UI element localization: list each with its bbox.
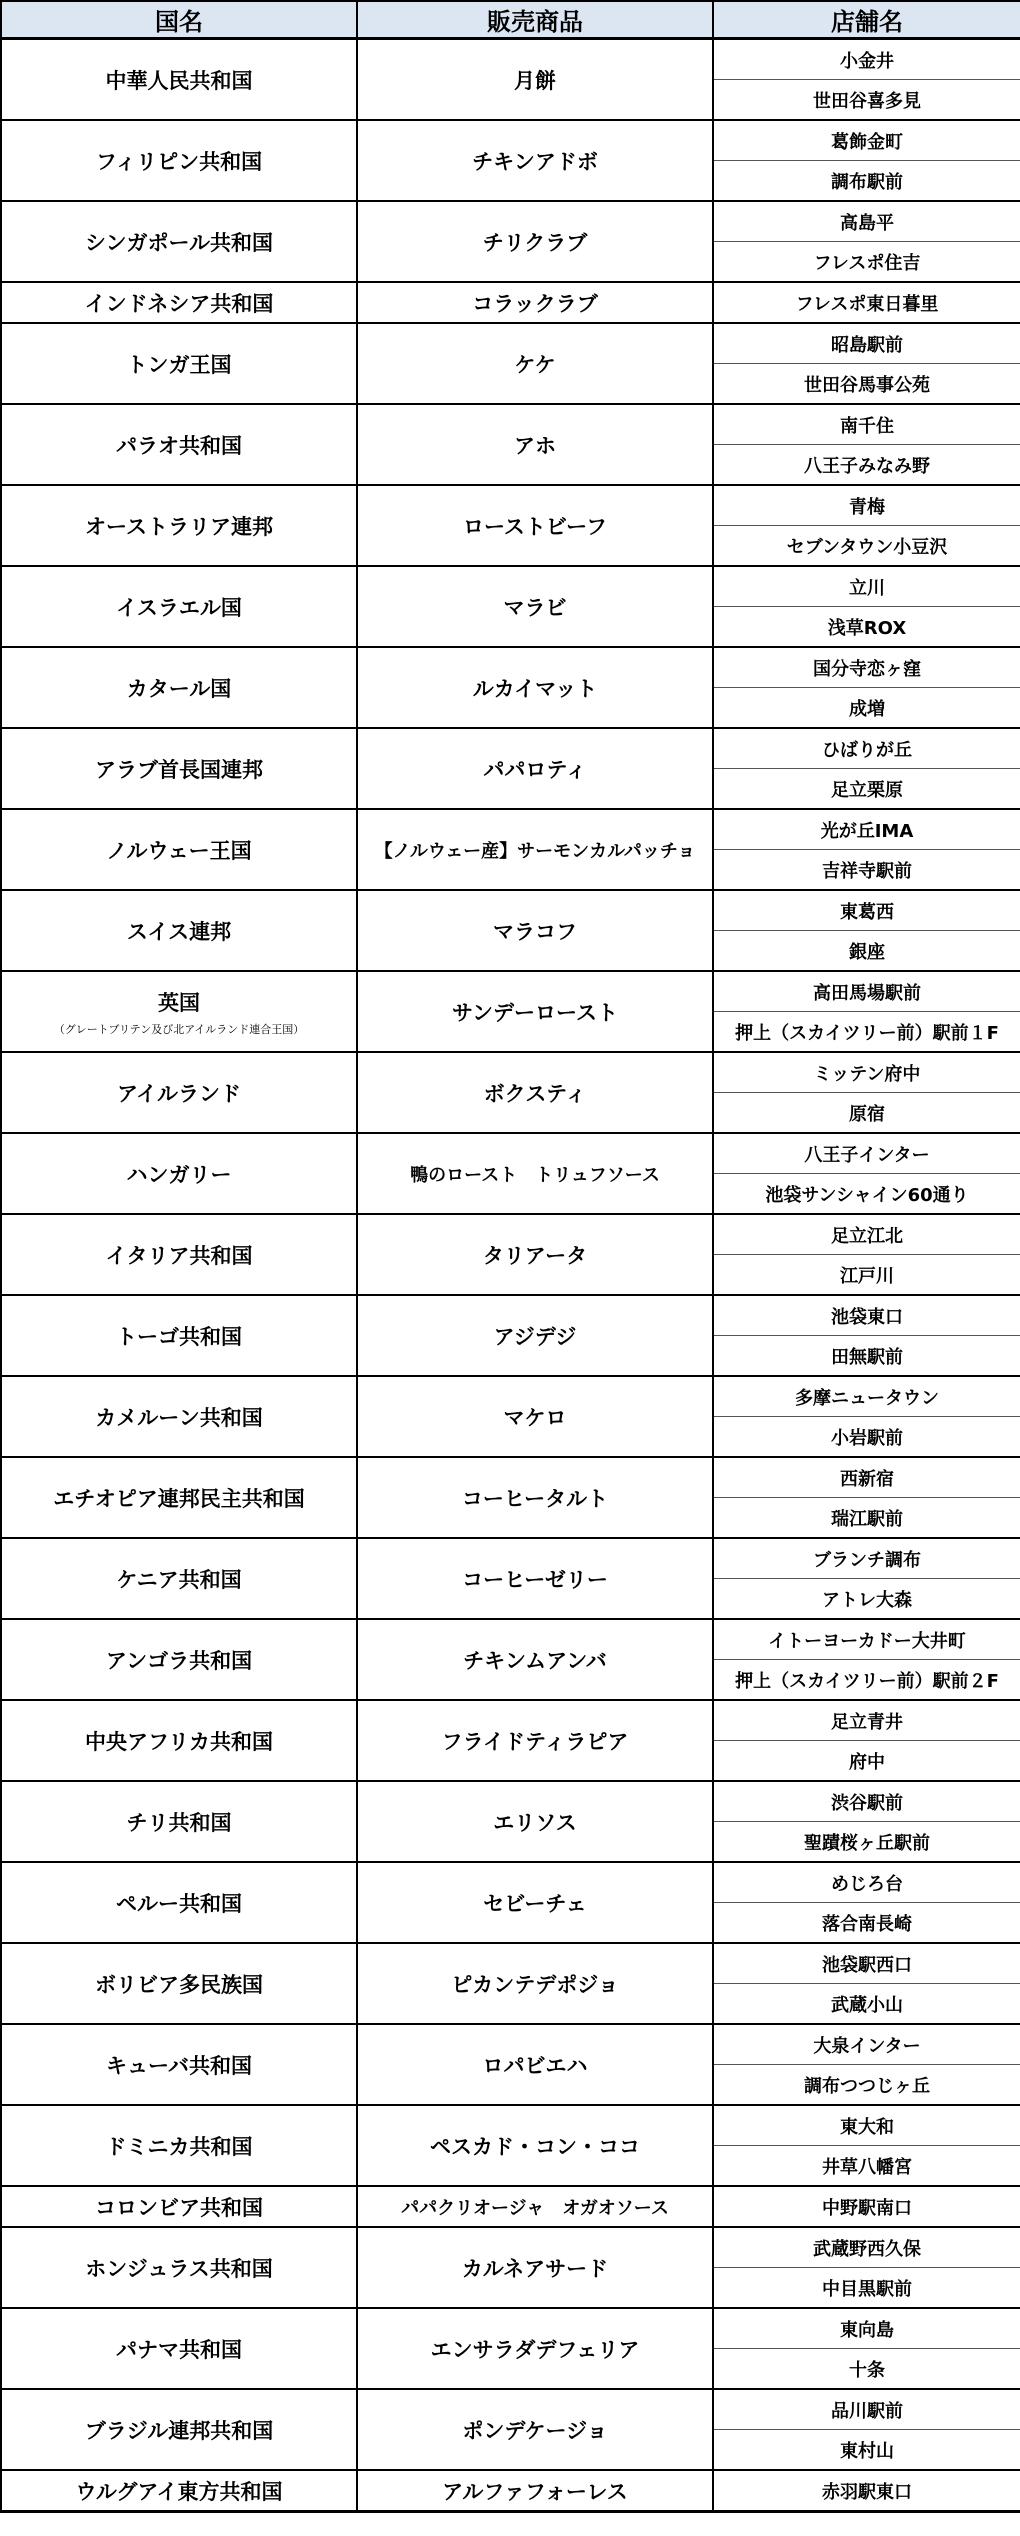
table-row	[1, 2186, 1020, 2227]
country-name: トンガ王国	[126, 352, 232, 377]
product-cell: ピカンテデポジョ	[357, 1943, 713, 2024]
country-cell	[1, 971, 357, 1052]
store-cell: 小岩駅前	[713, 1417, 1020, 1458]
country-cell	[1, 647, 357, 728]
country-name: 中華人民共和国	[105, 68, 253, 93]
country-cell	[1, 39, 357, 121]
country-name: エチオピア連邦民主共和国	[53, 1486, 305, 1511]
store-cell: 国分寺恋ヶ窪	[713, 647, 1020, 688]
country-cell	[1, 485, 357, 566]
country-cell	[1, 1214, 357, 1295]
table-body	[1, 39, 1020, 2512]
product-cell: 【ノルウェー産】サーモンカルパッチョ	[357, 809, 713, 890]
product-cell: チリクラブ	[357, 201, 713, 282]
country-cell	[1, 1538, 357, 1619]
country-name: ホンジュラス共和国	[85, 2256, 273, 2281]
store-cell: ミッテン府中	[713, 1052, 1020, 1093]
country-name: キューバ共和国	[106, 2053, 252, 2078]
country-name: イスラエル国	[116, 595, 242, 620]
country-cell	[1, 1700, 357, 1781]
store-cell: ひばりが丘	[713, 728, 1020, 769]
product-cell: アホ	[357, 404, 713, 485]
store-cell: アトレ大森	[713, 1579, 1020, 1620]
product-cell: エンサラダデフェリア	[357, 2308, 713, 2389]
country-name: パナマ共和国	[116, 2337, 242, 2362]
store-cell: 成増	[713, 688, 1020, 729]
store-cell: 光が丘IMA	[713, 809, 1020, 850]
table-row	[1, 1943, 1020, 1984]
country-cell	[1, 2308, 357, 2389]
product-cell: ローストビーフ	[357, 485, 713, 566]
store-cell: 足立青井	[713, 1700, 1020, 1741]
product-cell: アジデジ	[357, 1295, 713, 1376]
store-cell: 押上（スカイツリー前）駅前２F	[713, 1660, 1020, 1701]
country-name: ノルウェー王国	[106, 838, 252, 863]
store-cell: 井草八幡宮	[713, 2146, 1020, 2187]
country-cell	[1, 1862, 357, 1943]
country-name: 英国	[158, 990, 200, 1015]
store-cell: 赤羽駅東口	[713, 2470, 1020, 2512]
store-cell: 十条	[713, 2349, 1020, 2390]
country-name: ウルグアイ東方共和国	[75, 2479, 283, 2504]
product-cell: タリアータ	[357, 1214, 713, 1295]
store-cell: フレスポ住吉	[713, 242, 1020, 283]
table-row	[1, 120, 1020, 161]
store-cell: 吉祥寺駅前	[713, 850, 1020, 891]
table-row	[1, 2024, 1020, 2065]
store-cell: 田無駅前	[713, 1336, 1020, 1377]
store-cell: 青梅	[713, 485, 1020, 526]
product-cell: チキンムアンバ	[357, 1619, 713, 1700]
store-cell: 西新宿	[713, 1457, 1020, 1498]
store-cell: 高田馬場駅前	[713, 971, 1020, 1012]
store-cell: 葛飾金町	[713, 120, 1020, 161]
store-cell: 南千住	[713, 404, 1020, 445]
product-cell: ボクスティ	[357, 1052, 713, 1133]
table-row	[1, 971, 1020, 1012]
store-cell: 小金井	[713, 39, 1020, 80]
country-name: 中央アフリカ共和国	[85, 1729, 273, 1754]
store-cell: イトーヨーカドー大井町	[713, 1619, 1020, 1660]
country-name: ボリビア多民族国	[95, 1972, 263, 1997]
store-cell: 渋谷駅前	[713, 1781, 1020, 1822]
table-row	[1, 485, 1020, 526]
country-cell	[1, 1457, 357, 1538]
product-cell: コーヒーゼリー	[357, 1538, 713, 1619]
header-store: 店舗名	[713, 1, 1020, 39]
product-cell: ロパビエハ	[357, 2024, 713, 2105]
table-row	[1, 1133, 1020, 1174]
table-row	[1, 2389, 1020, 2430]
country-name: ペルー共和国	[116, 1891, 242, 1916]
store-cell: 中野駅南口	[713, 2186, 1020, 2227]
country-name: カメルーン共和国	[95, 1405, 263, 1430]
store-cell: 昭島駅前	[713, 323, 1020, 364]
product-cell: カルネアサード	[357, 2227, 713, 2308]
table-row	[1, 566, 1020, 607]
store-cell: 品川駅前	[713, 2389, 1020, 2430]
country-cell	[1, 404, 357, 485]
table-row	[1, 1376, 1020, 1417]
product-cell: 月餅	[357, 39, 713, 121]
table-row	[1, 1052, 1020, 1093]
store-cell: ブランチ調布	[713, 1538, 1020, 1579]
store-cell: 東大和	[713, 2105, 1020, 2146]
store-cell: 足立江北	[713, 1214, 1020, 1255]
store-cell: 八王子みなみ野	[713, 445, 1020, 486]
country-cell	[1, 566, 357, 647]
country-cell	[1, 1376, 357, 1457]
table-row	[1, 2105, 1020, 2146]
country-cell	[1, 809, 357, 890]
table-row	[1, 1538, 1020, 1579]
table-row	[1, 1862, 1020, 1903]
store-cell: 世田谷喜多見	[713, 80, 1020, 121]
table-row	[1, 1781, 1020, 1822]
table-row	[1, 2470, 1020, 2512]
country-name: イタリア共和国	[105, 1243, 253, 1268]
country-cell	[1, 120, 357, 201]
table-row	[1, 282, 1020, 323]
country-name: ブラジル連邦共和国	[84, 2418, 274, 2443]
table-row	[1, 201, 1020, 242]
store-cell: 東村山	[713, 2430, 1020, 2471]
store-cell: 武蔵小山	[713, 1984, 1020, 2025]
product-cell: セビーチェ	[357, 1862, 713, 1943]
country-cell	[1, 1619, 357, 1700]
store-cell: 大泉インター	[713, 2024, 1020, 2065]
country-name: チリ共和国	[126, 1810, 232, 1835]
store-cell: 府中	[713, 1741, 1020, 1782]
country-name: カタール国	[126, 676, 232, 701]
country-cell	[1, 1781, 357, 1862]
country-name: ドミニカ共和国	[105, 2134, 253, 2159]
table-row	[1, 1619, 1020, 1660]
country-name: アイルランド	[116, 1081, 242, 1106]
product-cell: ペスカド・コン・ココ	[357, 2105, 713, 2186]
product-cell: コーヒータルト	[357, 1457, 713, 1538]
country-name: アラブ首長国連邦	[95, 757, 263, 782]
store-cell: 江戸川	[713, 1255, 1020, 1296]
store-cell: 八王子インター	[713, 1133, 1020, 1174]
store-cell: 足立栗原	[713, 769, 1020, 810]
country-name: オーストラリア連邦	[85, 514, 273, 539]
country-name: アンゴラ共和国	[105, 1648, 253, 1673]
product-cell: ポンデケージョ	[357, 2389, 713, 2470]
product-cell: コラックラブ	[357, 282, 713, 323]
country-name: フィリピン共和国	[95, 149, 263, 174]
table-row	[1, 2227, 1020, 2268]
country-cell	[1, 1133, 357, 1214]
table-row	[1, 890, 1020, 931]
product-cell: パパロティ	[357, 728, 713, 809]
country-name: シンガポール共和国	[84, 230, 274, 255]
country-name: パラオ共和国	[116, 433, 242, 458]
store-cell: 武蔵野西久保	[713, 2227, 1020, 2268]
store-cell: 中目黒駅前	[713, 2268, 1020, 2309]
header-product: 販売商品	[357, 1, 713, 39]
table-header-row	[1, 1, 1020, 39]
product-cell: パパクリオージャ オガオソース	[357, 2186, 713, 2227]
table-row	[1, 1700, 1020, 1741]
product-cell: ルカイマット	[357, 647, 713, 728]
table-row	[1, 1295, 1020, 1336]
country-name: コロンビア共和国	[95, 2195, 263, 2220]
store-cell: めじろ台	[713, 1862, 1020, 1903]
table-row	[1, 323, 1020, 364]
store-cell: 高島平	[713, 201, 1020, 242]
country-cell	[1, 2389, 357, 2470]
product-cell: サンデーロースト	[357, 971, 713, 1052]
table-row	[1, 647, 1020, 688]
product-cell: マラビ	[357, 566, 713, 647]
country-cell	[1, 323, 357, 404]
product-cell: フライドティラピア	[357, 1700, 713, 1781]
product-cell: エリソス	[357, 1781, 713, 1862]
country-name: スイス連邦	[126, 919, 232, 944]
store-cell: 多摩ニュータウン	[713, 1376, 1020, 1417]
country-cell	[1, 1052, 357, 1133]
product-cell: アルファフォーレス	[357, 2470, 713, 2512]
table-row	[1, 1457, 1020, 1498]
store-cell: 立川	[713, 566, 1020, 607]
country-cell	[1, 2186, 357, 2227]
country-name: ケニア共和国	[116, 1567, 242, 1592]
country-cell	[1, 2470, 357, 2512]
country-name: インドネシア共和国	[84, 291, 274, 316]
country-cell	[1, 1943, 357, 2024]
table-row	[1, 728, 1020, 769]
store-cell: 落合南長崎	[713, 1903, 1020, 1944]
store-cell: 聖蹟桜ヶ丘駅前	[713, 1822, 1020, 1863]
product-cell: チキンアドボ	[357, 120, 713, 201]
store-cell: 池袋駅西口	[713, 1943, 1020, 1984]
store-cell: 瑞江駅前	[713, 1498, 1020, 1539]
header-country: 国名	[1, 1, 357, 39]
store-cell: 池袋サンシャイン60通り	[713, 1174, 1020, 1215]
store-cell: フレスポ東日暮里	[713, 282, 1020, 323]
store-cell: 東向島	[713, 2308, 1020, 2349]
country-cell	[1, 2227, 357, 2308]
country-cell	[1, 2105, 357, 2186]
store-cell: 世田谷馬事公苑	[713, 364, 1020, 405]
table-row	[1, 404, 1020, 445]
country-cell	[1, 728, 357, 809]
store-cell: 池袋東口	[713, 1295, 1020, 1336]
table-row	[1, 39, 1020, 80]
store-cell: 銀座	[713, 931, 1020, 972]
country-cell	[1, 890, 357, 971]
table-row	[1, 809, 1020, 850]
country-name: ハンガリー	[126, 1162, 232, 1187]
product-cell: 鴨のロースト トリュフソース	[357, 1133, 713, 1214]
country-cell	[1, 282, 357, 323]
table-row	[1, 1214, 1020, 1255]
country-cell	[1, 201, 357, 282]
store-cell: 押上（スカイツリー前）駅前１F	[713, 1012, 1020, 1053]
store-cell: 調布つつじヶ丘	[713, 2065, 1020, 2106]
product-cell: マラコフ	[357, 890, 713, 971]
product-cell: マケロ	[357, 1376, 713, 1457]
country-official-name: （グレートブリテン及び北アイルランド連合王国）	[53, 1022, 305, 1036]
country-cell	[1, 2024, 357, 2105]
store-cell: 浅草ROX	[713, 607, 1020, 648]
country-name: トーゴ共和国	[116, 1324, 242, 1349]
table-row	[1, 2308, 1020, 2349]
store-cell: セブンタウン小豆沢	[713, 526, 1020, 567]
store-cell: 調布駅前	[713, 161, 1020, 202]
country-cell	[1, 1295, 357, 1376]
store-cell: 東葛西	[713, 890, 1020, 931]
store-cell: 原宿	[713, 1093, 1020, 1134]
product-cell: ケケ	[357, 323, 713, 404]
